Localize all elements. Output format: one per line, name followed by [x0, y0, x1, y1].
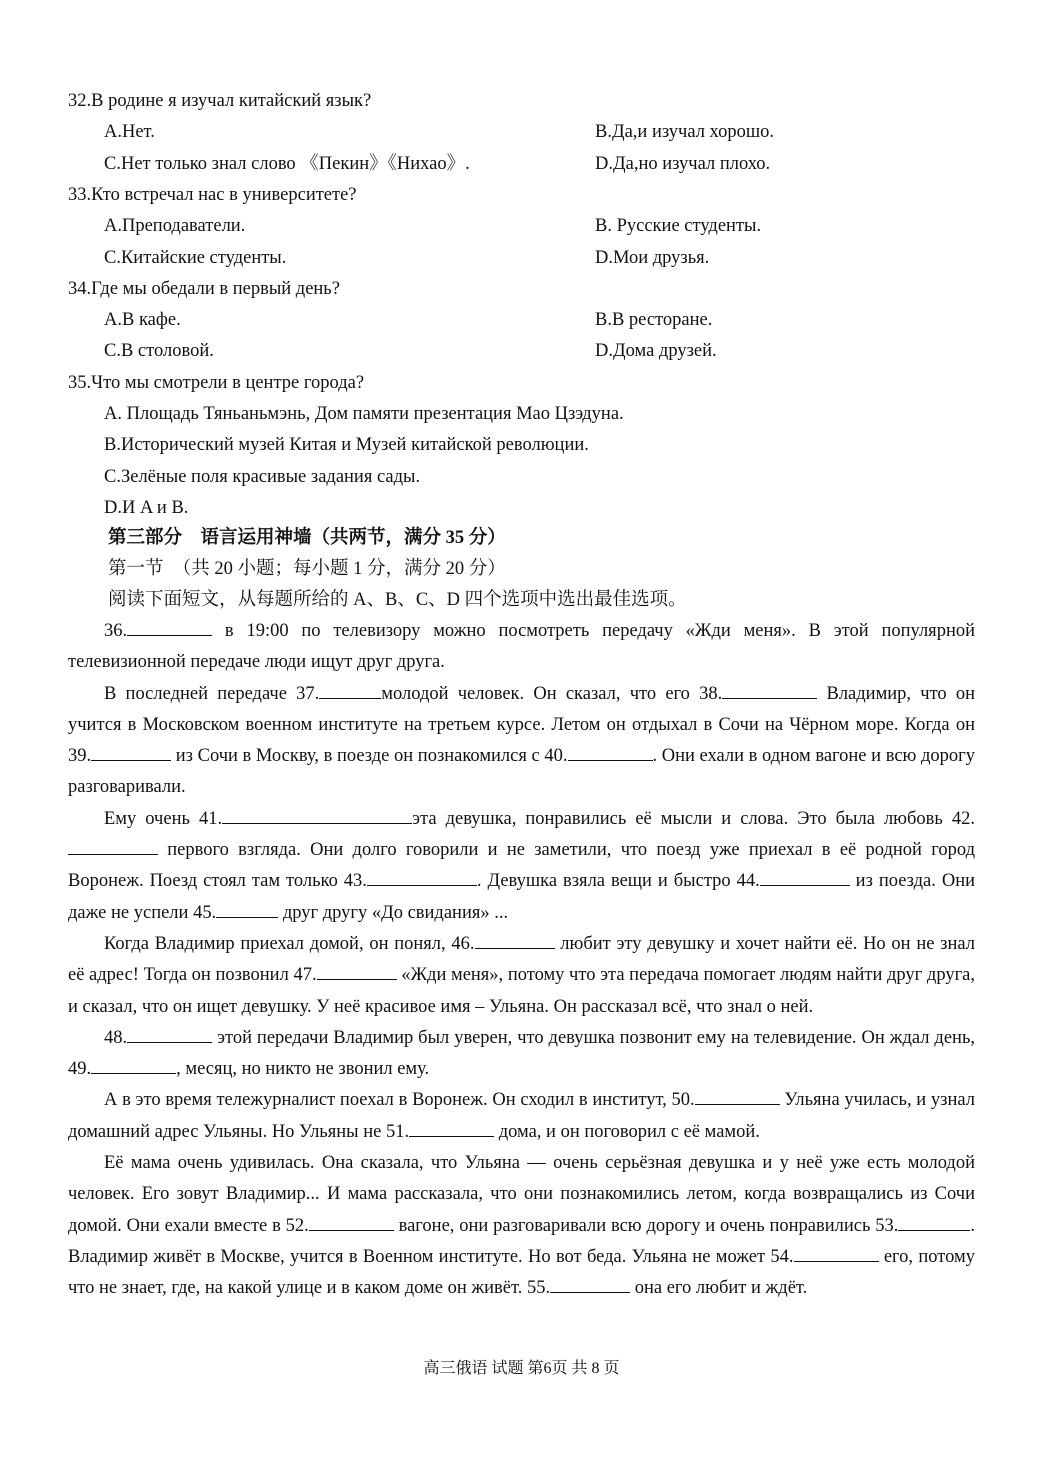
passage-text: . Они ехали в одном вагоне и всю дорогу разговаривали.: [68, 746, 975, 798]
answer-blank[interactable]: [550, 1274, 630, 1293]
option-34-c: C.В столовой.: [104, 341, 214, 362]
passage-text: А в это время тележурналист поехал в Воронеж. Он сходил в институт, 50.: [104, 1090, 695, 1111]
answer-blank[interactable]: [127, 617, 212, 636]
passage-text: из Сочи в Москву, в поезде он познакомился с 40.: [171, 746, 568, 767]
answer-blank[interactable]: [127, 1024, 212, 1043]
passage-paragraph: [68, 929, 975, 1023]
passage-text: вагоне, они разговаривали всю дорогу и очень понравились 53.: [393, 1215, 899, 1236]
page-footer: 高三俄语 试题 第6页 共 8 页: [423, 1360, 620, 1377]
option-33-a: A.Преподаватели.: [104, 216, 246, 237]
option-33-c: C.Китайские студенты.: [104, 247, 287, 268]
option-32-b: B.Да,и изучал хорошо.: [595, 122, 774, 143]
passage-text: Ему очень 41.: [104, 808, 223, 829]
section-subtitle: 第一节 （共 20 小题；每小题 1 分，满分 20 分）: [108, 559, 506, 579]
cloze-passage: [68, 616, 975, 1305]
passage-text: В последней передаче 37.: [104, 683, 320, 704]
passage-text: любит эту девушку и хочет найти её. Но он не знал её адрес! Тогда он позвонил 47.: [68, 933, 975, 986]
answer-blank[interactable]: [794, 1243, 879, 1262]
passage-paragraph: [68, 616, 975, 679]
answer-blank[interactable]: [722, 680, 817, 699]
passage-text: Ульяна училась, и узнал домашний адрес Ульяны. Но Ульяны не 51.: [68, 1090, 975, 1142]
question-32: 32.В родине я изучал китайский язык?: [68, 91, 372, 111]
answer-blank[interactable]: [91, 1055, 176, 1074]
answer-blank[interactable]: [760, 867, 850, 886]
option-32-a: A.Нет.: [104, 122, 155, 143]
option-35-a: A. Площадь Тяньаньмэнь, Дом памяти презентация Мао Цзэдуна.: [104, 404, 624, 424]
answer-blank[interactable]: [317, 961, 397, 980]
option-34-a: A.В кафе.: [104, 310, 181, 331]
answer-blank[interactable]: [367, 867, 477, 886]
passage-text: друг другу «До свидания» ...: [278, 902, 509, 923]
passage-paragraph: [68, 679, 975, 804]
question-35: 35.Что мы смотрели в центре города?: [68, 372, 365, 393]
answer-blank[interactable]: [409, 1118, 494, 1137]
passage-text: «Жди меня», потому что эта передача помогает людям найти друг друга, и сказал, что он ищет девушку. У неё красивое имя – Ульяна. Он рассказал всё, что знал о ней.: [68, 965, 975, 1017]
option-35-d: D.И A и B.: [104, 497, 189, 518]
passage-text: . Девушка взяла вещи и быстро 44.: [476, 871, 760, 892]
passage-text: эта девушка, понравились её мысли и слова. Это была любовь 42.: [412, 808, 975, 829]
answer-blank[interactable]: [319, 680, 381, 699]
passage-paragraph: [68, 1085, 975, 1148]
passage-text: первого взгляда. Они долго говорили и не заметили, что поезд уже приехал в её родной город Воронеж. Поезд стоял там только 43.: [68, 840, 975, 892]
passage-text: в 19:00 по телевизору можно посмотреть передачу «Жди меня». В этой популярной телевизионной передаче люди ищут друг друга.: [68, 621, 975, 673]
answer-blank[interactable]: [68, 836, 158, 855]
passage-text: Её мама очень удивилась. Она сказала, что Ульяна — очень серьёзная девушка и у неё уже есть молодой человек. Его зовут Владимир... И мама рассказала, что они познакомились летом, когда возвращались из Сочи домой. Они ехали вместе в 52.: [68, 1153, 975, 1236]
option-34-d: D.Дома друзей.: [595, 341, 717, 362]
option-35-c: C.Зелёные поля красивые задания сады.: [104, 466, 421, 487]
question-33: 33.Кто встречал нас в университете?: [68, 184, 357, 205]
answer-blank[interactable]: [898, 1212, 970, 1231]
passage-text: его, потому что не знает, где, на какой улице и в каком доме он живёт. 55.: [68, 1246, 975, 1299]
passage-paragraph: [68, 804, 975, 929]
answer-blank[interactable]: [222, 805, 412, 824]
option-32-c: C.Нет только знал слово 《Пекин》《Нихао》.: [104, 153, 470, 174]
answer-blank[interactable]: [309, 1212, 394, 1231]
passage-text: . Владимир живёт в Москве, учится в Военном институте. Но вот беда. Ульяна не может 54.: [68, 1215, 975, 1267]
passage-paragraph: [68, 1148, 975, 1304]
passage-text: 36.: [104, 621, 128, 641]
answer-blank[interactable]: [568, 742, 653, 761]
passage-text: она его любит и ждёт.: [630, 1278, 808, 1299]
passage-text: из поезда. Они даже не успели 45.: [68, 871, 975, 923]
answer-blank[interactable]: [695, 1086, 780, 1105]
section-title: 第三部分 语言运用神墙（共两节，满分 35 分）: [108, 528, 506, 548]
passage-text: молодой человек. Он сказал, что его 38.: [381, 683, 723, 704]
question-34: 34.Где мы обедали в первый день?: [68, 278, 340, 299]
passage-paragraph: [68, 1023, 975, 1086]
answer-blank[interactable]: [475, 930, 555, 949]
passage-text: Владимир, что он учится в Московском военном институте на третьем курсе. Летом он отдыхал в Сочи на Чёрном море. Когда он 39.: [68, 683, 976, 767]
answer-blank[interactable]: [216, 899, 278, 918]
passage-text: , месяц, но никто не звонил ему.: [176, 1059, 430, 1080]
passage-text: 48.: [104, 1027, 128, 1048]
passage-text: этой передачи Владимир был уверен, что девушка позвонит ему на телевидение. Он ждал день, 49.: [68, 1027, 975, 1080]
passage-text: Когда Владимир приехал домой, он понял, 46.: [104, 933, 475, 954]
option-32-d: D.Да,но изучал плохо.: [595, 153, 771, 174]
passage-text: дома, и он поговорил с её мамой.: [494, 1121, 760, 1142]
option-34-b: B.В ресторане.: [595, 310, 713, 331]
answer-blank[interactable]: [91, 742, 171, 761]
section-instruction: 阅读下面短文，从每题所给的 A、B、C、D 四个选项中选出最佳选项。: [108, 590, 687, 610]
option-33-d: D.Мои друзья.: [595, 247, 710, 268]
option-35-b: B.Исторический музей Китая и Музей китайской революции.: [104, 435, 589, 456]
option-33-b: B. Русские студенты.: [595, 216, 762, 237]
